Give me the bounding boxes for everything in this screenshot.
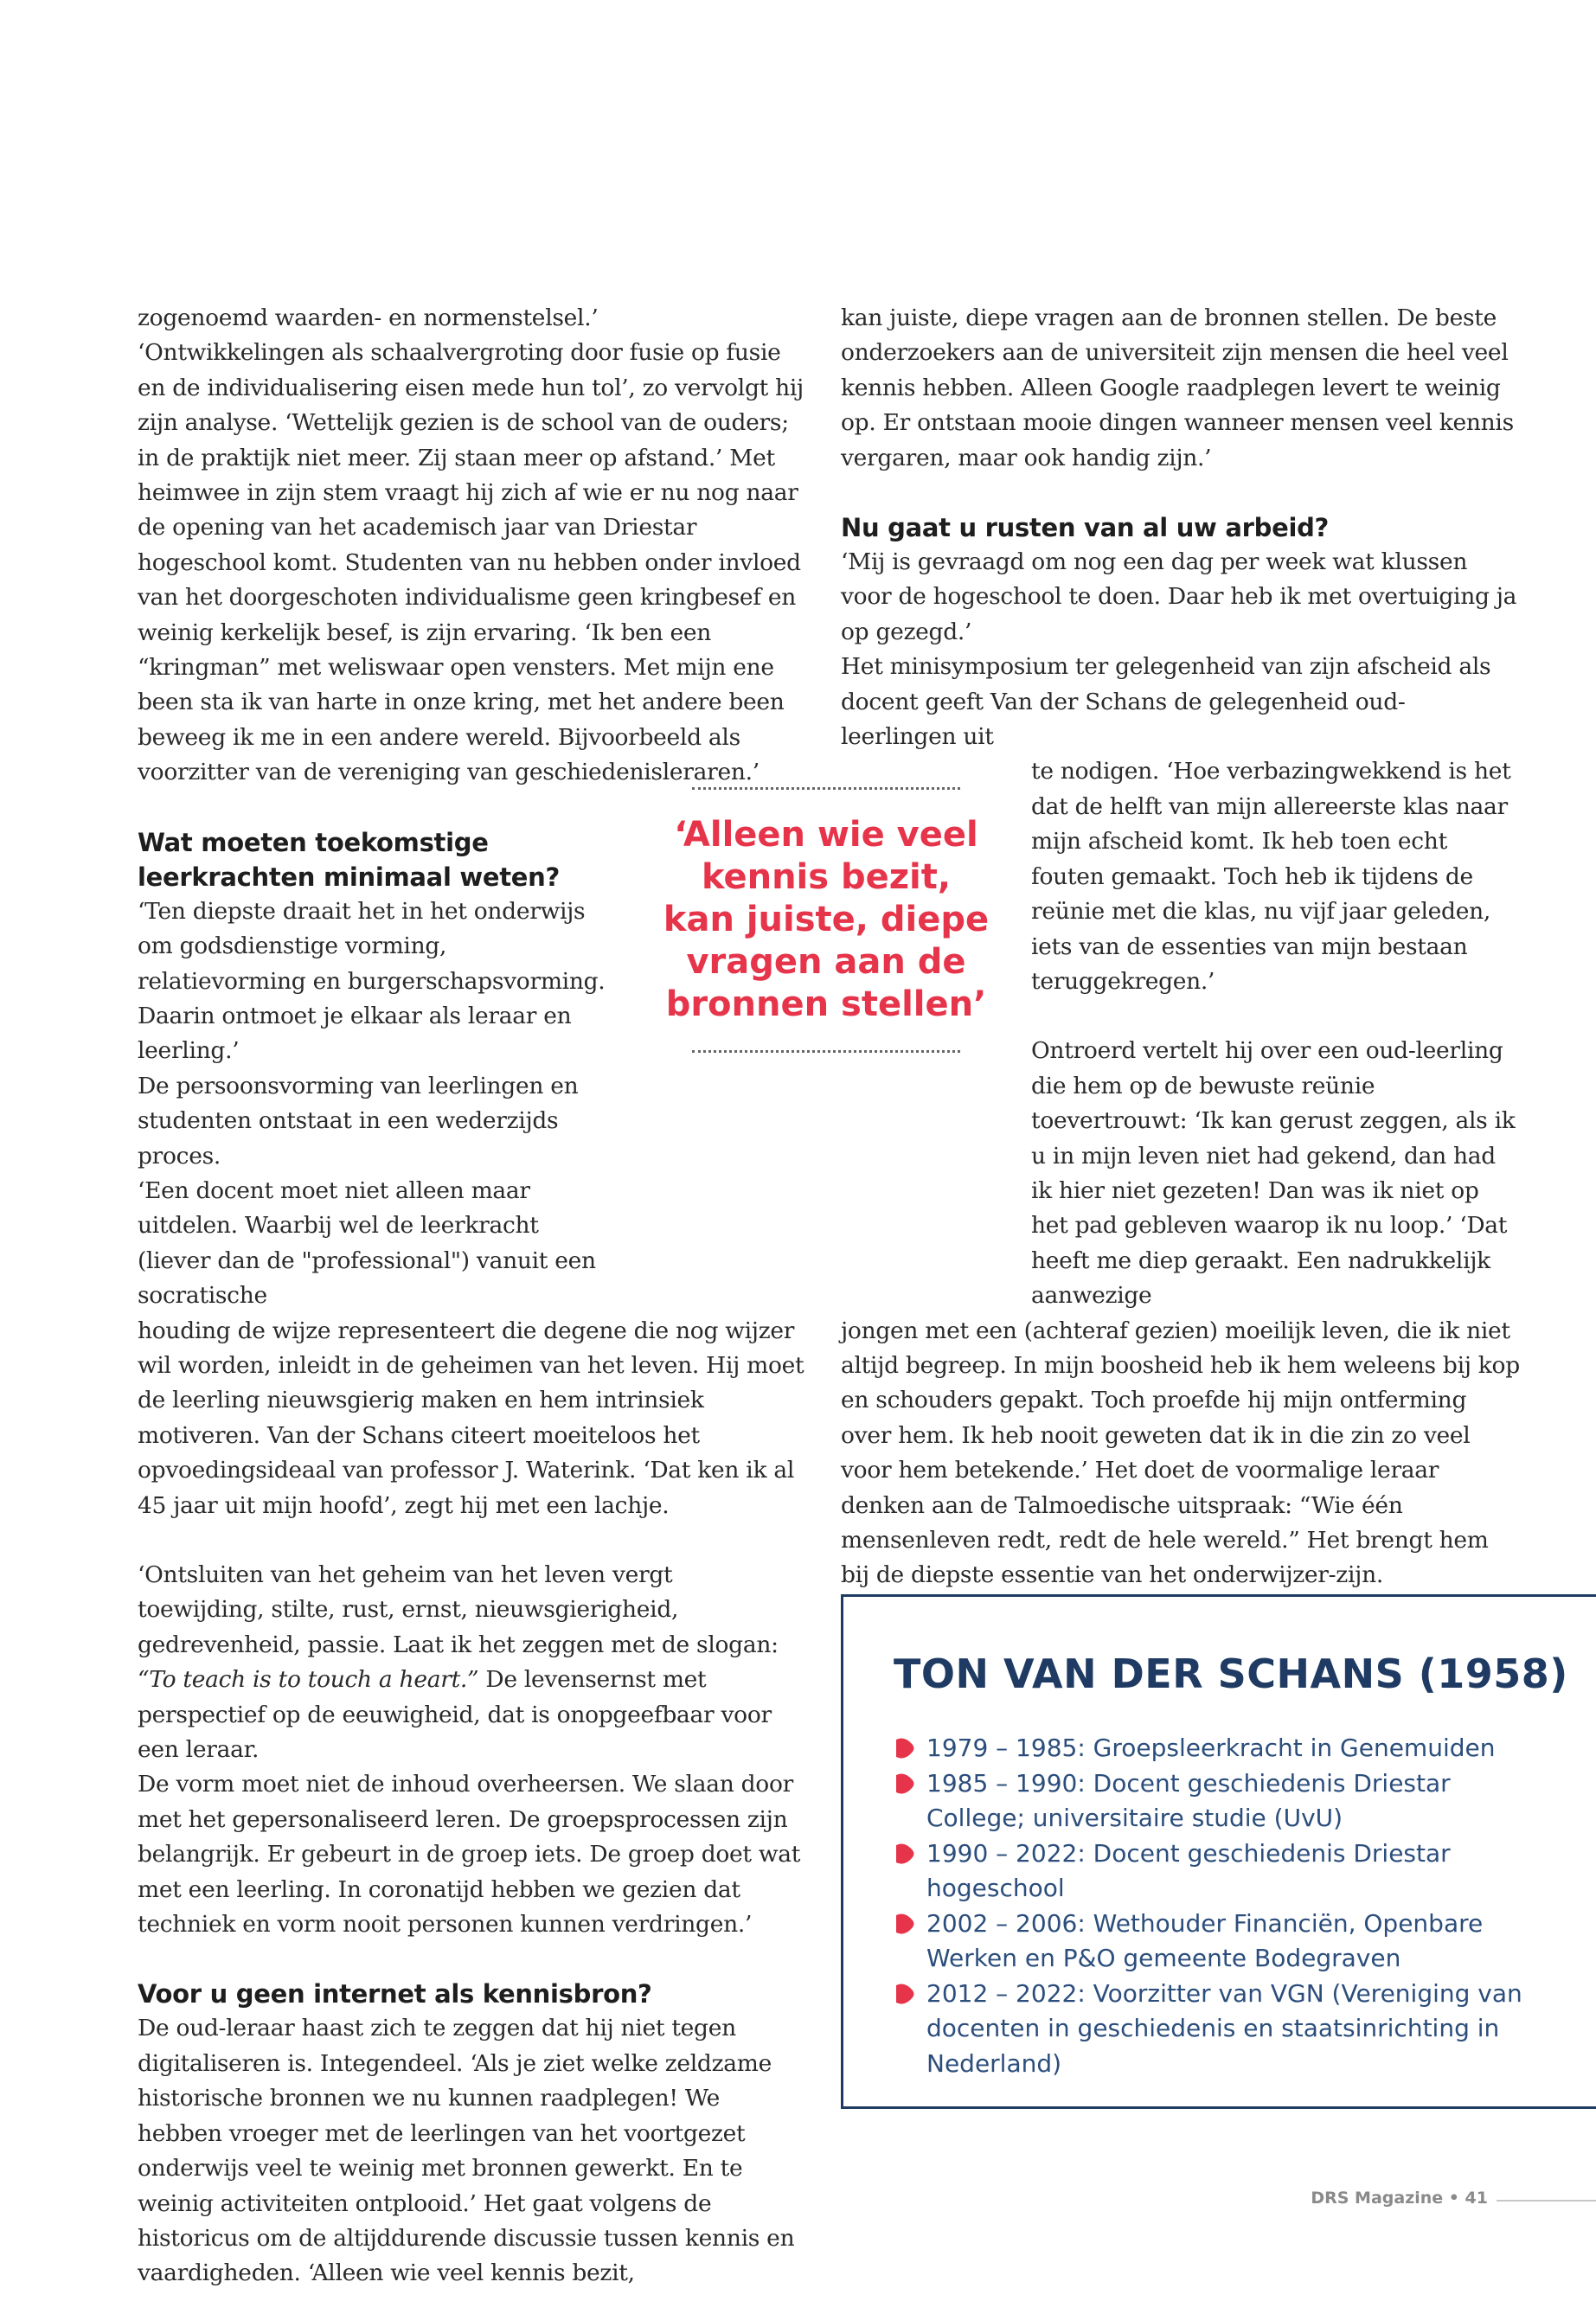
paragraph: De persoonsvorming van leerlingen en studenten ontstaat in een wederzijds proces. xyxy=(138,1072,579,1170)
list-item: 2012 – 2022: Voorzitter van VGN (Vereniging van docenten in geschiedenis en staatsinrichting in Nederland) xyxy=(894,1977,1551,2082)
paragraph: De vorm moet niet de inhoud overheersen. We slaan door met het gepersonaliseerd leren. De groepsprocessen zijn belangrijk. Er gebeurt in de groep iets. De groep doet wat met een leerling. In coronatijd hebben we gezien dat techniek en vorm nooit personen kunnen verdringen.’ xyxy=(138,1771,801,1939)
paragraph: Het minisymposium ter gelegenheid van zijn afscheid als docent geeft Van der Schans de gelegenheid oud-leerlingen uit xyxy=(841,653,1491,751)
pull-quote-text: ‘Alleen wie veel kennis bezit, kan juiste, diepe vragen aan de bronnen stellen’ xyxy=(663,815,990,1024)
divider xyxy=(692,787,960,790)
paragraph: ‘Ontwikkelingen als schaalvergroting door fusie op fusie en de individualisering eisen mede hun tol’, zo vervolgt hij zijn analyse. ‘Wettelijk gezien is de school van de ouders; in de praktijk niet meer. Zij staan meer op afstand.’ Met heimwee in zijn stem vraagt hij zich af wie er nu nog naar de opening van het academisch jaar van Driestar hogeschool komt. Studenten van nu hebben onder invloed van het doorgeschoten individualisme geen kringbesef en weinig kerkelijk besef, is zijn ervaring. ‘Ik ben een “kringman” met weliswaar open vensters. Met mijn ene been sta ik van harte in onze kring, met het andere been beweeg ik me in een andere wereld. Bijvoorbeeld als voorzitter van de vereniging van geschiedenisleraren.’ xyxy=(138,339,804,786)
list-item: 2002 – 2006: Wethouder Financiën, Openbare Werken en P&O gemeente Bodegraven xyxy=(894,1907,1551,1977)
slogan-quote: “To teach is to touch a heart.” xyxy=(138,1666,479,1694)
pull-quote xyxy=(662,787,990,1053)
heart-bullet-icon xyxy=(894,1843,916,1865)
section-heading: Wat moeten toekomstige leerkrachten minimaal weten? xyxy=(138,827,561,892)
page-footer: DRS Magazine • 41 xyxy=(1311,2189,1488,2208)
paragraph: zogenoemd waarden- en normenstelsel.’ xyxy=(138,304,599,331)
section-internet xyxy=(138,1977,805,2291)
paragraph: te nodigen. ‘Hoe verbazingwekkend is het dat de helft van mijn allereerste klas naar mijn afscheid komt. Ik heb toen echt fouten gemaakt. Toch heb ik tijdens de reünie met die klas, nu vijf jaar geleden, iets van de essenties van mijn bestaan teruggekregen.’ xyxy=(1031,758,1511,995)
list-item: 1985 – 1990: Docent geschiedenis Driestar College; universitaire studie (UvU) xyxy=(894,1766,1551,1836)
paragraph: ‘Ten diepste draait het in het onderwijs om godsdienstige vorming, relatievorming en burgerschapsvorming. Daarin ontmoet je elkaar als leraar en leerling.’ xyxy=(138,897,606,1065)
heart-bullet-icon xyxy=(894,1913,916,1935)
career-list xyxy=(894,1731,1551,2081)
section-heading: Nu gaat u rusten van al uw arbeid? xyxy=(841,513,1330,543)
heart-bullet-icon xyxy=(894,1737,916,1759)
paragraph: De oud-leraar haast zich te zeggen dat hij niet tegen digitaliseren is. Integendeel. ‘Als je ziet welke zeldzame historische bronnen we nu kunnen raadplegen! We hebben vroeger met de leerlingen van het voortgezet onderwijs veel te weinig met bronnen gewerkt. En te weinig activiteiten ontplooid.’ Het gaat volgens de historicus om de altijddurende discussie tussen kennis en vaardigheden. ‘Alleen wie veel kennis bezit, xyxy=(138,2015,795,2287)
divider xyxy=(692,1050,960,1053)
paragraph: jongen met een (achteraf gezien) moeilijk leven, die ik niet altijd begreep. In mijn boosheid heb ik hem weleens bij kop en schouders gepakt. Toch proefde hij mijn ontferming over hem. Ik heb nooit geweten dat ik in die zin zo veel voor hem betekende.’ Het doet de voormalige leraar denken aan de Talmoedische uitspraak: “Wie één mensenleven redt, redt de hele wereld.” Het brengt hem bij de diepste essentie van het onderwijzer-zijn. xyxy=(841,1317,1520,1589)
infobox-title: TON VAN DER SCHANS (1958) xyxy=(894,1650,1568,1697)
heart-bullet-icon xyxy=(894,1983,916,2005)
list-item: 1990 – 2022: Docent geschiedenis Driestar hogeschool xyxy=(894,1836,1551,1907)
section-heading: Voor u geen internet als kennisbron? xyxy=(138,1979,652,2009)
bio-infobox xyxy=(841,1594,1596,2109)
paragraph: Ontroerd vertelt hij over een oud-leerling die hem op de bewuste reünie toevertrouwt: ‘Ik kan gerust zeggen, als ik u in mijn leven niet had gekend, dan had ik hier niet gezeten! Dan was ik niet op het pad gebleven waarop ik nu loop.’ ‘Dat heeft me diep geraakt. Een nadrukkelijk aanwezige xyxy=(1031,1037,1516,1310)
left-column xyxy=(138,301,805,2291)
paragraph: ‘Een docent moet niet alleen maar uitdelen. Waarbij wel de leerkracht (liever dan de "professional") vanuit een socratische xyxy=(138,1176,596,1310)
paragraph: houding de wijze representeert die degene die nog wijzer wil worden, inleidt in de geheimen van het leven. Hij moet de leerling nieuwsgierig maken en hem intrinsiek motiveren. Van der Schans citeert moeiteloos het opvoedingsideaal van professor J. Waterink. ‘Dat ken ik al 45 jaar uit mijn hoofd’, zegt hij met een lachje. xyxy=(138,1317,804,1519)
paragraph: kan juiste, diepe vragen aan de bronnen stellen. De beste onderzoekers aan de universiteit zijn mensen die heel veel kennis hebben. Alleen Google raadplegen levert te weinig op. Er ontstaan mooie dingen wanneer mensen veel kennis vergaren, maar ook handig zijn.’ xyxy=(841,304,1514,471)
heart-bullet-icon xyxy=(894,1772,916,1795)
paragraph: ‘Ontsluiten van het geheim van het leven vergt toewijding, stilte, rust, ernst, nieuwsgierigheid, gedrevenheid, passie. Laat ik het zeggen met de slogan: “To teach is to touch a heart.” De levensernst met perspectief op de eeuwigheid, dat is onopgeefbaar voor een leraar. xyxy=(138,1561,779,1764)
footer-divider xyxy=(1497,2200,1596,2202)
paragraph: ‘Mij is gevraagd om nog een dag per week wat klussen voor de hogeschool te doen. Daar heb ik met overtuiging ja op gezegd.’ xyxy=(841,548,1517,645)
section-leerkrachten xyxy=(138,825,609,1314)
list-item: 1979 – 1985: Groepsleerkracht in Genemuiden xyxy=(894,1731,1551,1766)
section-rusten xyxy=(841,510,1520,754)
